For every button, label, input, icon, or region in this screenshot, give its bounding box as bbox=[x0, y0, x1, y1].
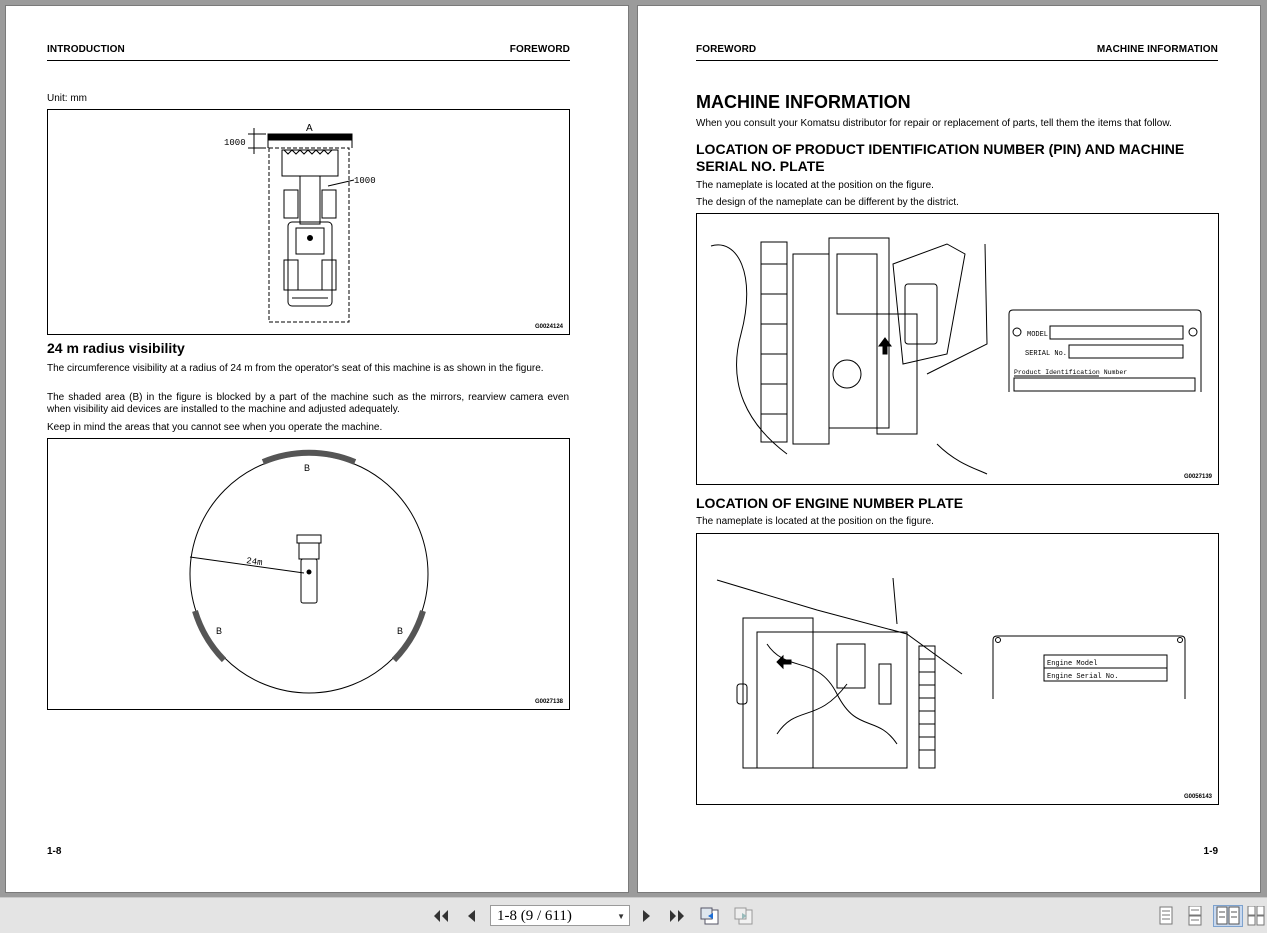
paragraph-pin-2: The design of the nameplate can be different by the district. bbox=[696, 197, 959, 208]
document-page-right bbox=[638, 6, 1260, 892]
figure-engine-plate-location bbox=[696, 533, 1219, 805]
label-b-left: B bbox=[216, 626, 223, 636]
two-page-continuous-view-icon bbox=[1247, 906, 1265, 926]
document-page-left bbox=[6, 6, 628, 892]
header-left-text: INTRODUCTION bbox=[47, 44, 125, 55]
figure-top-view-dimensions bbox=[47, 109, 570, 335]
header-right-text: MACHINE INFORMATION bbox=[1096, 44, 1218, 55]
label-b-right: B bbox=[397, 626, 404, 636]
viewer-toolbar bbox=[0, 897, 1267, 933]
continuous-view-icon bbox=[1187, 906, 1203, 926]
paragraph-visibility-3: Keep in mind the areas that you cannot see when you operate the machine. bbox=[47, 422, 383, 433]
go-forward-button[interactable] bbox=[732, 906, 756, 926]
page-header bbox=[47, 44, 570, 61]
previous-page-icon bbox=[465, 908, 477, 924]
continuous-view-button[interactable] bbox=[1185, 906, 1205, 926]
radius-label: 24m bbox=[245, 556, 264, 569]
paragraph-pin-1: The nameplate is located at the position on the figure. bbox=[696, 180, 934, 191]
header-right-text: FOREWORD bbox=[509, 44, 570, 55]
paragraph-visibility-1: The circumference visibility at a radius of 24 m from the operator's seat of this machine is as shown in the figure. bbox=[47, 363, 544, 374]
plate-engine-serial-label: Engine Serial No. bbox=[1047, 673, 1119, 681]
last-page-icon bbox=[668, 908, 686, 924]
page-number: 1-8 bbox=[47, 846, 62, 857]
figure-code: G0056143 bbox=[1183, 794, 1212, 800]
single-page-view-icon bbox=[1158, 906, 1174, 926]
figure-24m-radius bbox=[47, 438, 570, 710]
figure-code: G0024124 bbox=[534, 324, 563, 330]
first-page-icon bbox=[432, 908, 450, 924]
plate-serial-label: SERIAL No. bbox=[1025, 350, 1068, 358]
label-a: A bbox=[306, 123, 313, 134]
next-page-icon bbox=[641, 908, 653, 924]
header-left-text: FOREWORD bbox=[696, 44, 757, 55]
plate-pin-label: Product Identification Number bbox=[1014, 369, 1128, 376]
dimension-label-top: 1000 bbox=[224, 138, 246, 148]
figure-code: G0027138 bbox=[534, 699, 563, 705]
go-back-button[interactable] bbox=[698, 906, 722, 926]
section-title-engine-plate: LOCATION OF ENGINE NUMBER PLATE bbox=[696, 495, 964, 511]
chevron-down-icon: ▼ bbox=[617, 912, 625, 921]
unit-label: Unit: mm bbox=[47, 93, 87, 104]
first-page-button[interactable] bbox=[430, 906, 452, 926]
figure-code: G0027139 bbox=[1183, 474, 1212, 480]
page-title: MACHINE INFORMATION bbox=[696, 92, 911, 112]
last-page-button[interactable] bbox=[666, 906, 688, 926]
two-page-continuous-view-button[interactable] bbox=[1246, 906, 1266, 926]
dimension-label-side: 1000 bbox=[354, 176, 376, 186]
figure-pin-plate-location bbox=[696, 213, 1219, 485]
page-indicator: 1-8 (9 / 611) bbox=[497, 908, 572, 924]
two-page-view-button[interactable] bbox=[1214, 906, 1242, 926]
go-back-icon bbox=[699, 906, 721, 926]
page-select-dropdown[interactable] bbox=[490, 905, 630, 926]
next-page-button[interactable] bbox=[638, 906, 656, 926]
page-number: 1-9 bbox=[1203, 846, 1218, 857]
page-header bbox=[696, 44, 1218, 61]
intro-paragraph: When you consult your Komatsu distributor for repair or replacement of parts, tell them the items that follow. bbox=[696, 118, 1172, 129]
go-forward-icon bbox=[733, 906, 755, 926]
plate-model-label: MODEL bbox=[1027, 331, 1049, 339]
paragraph-visibility-2: The shaded area (B) in the figure is blocked by a part of the machine such as the mirrors, rearview camera even when visibility aid devices are installed to the machine and adjusted adequately. bbox=[47, 392, 569, 415]
two-page-view-icon bbox=[1216, 906, 1240, 926]
section-title-pin-plate: LOCATION OF PRODUCT IDENTIFICATION NUMBER (PIN) AND MACHINE SERIAL NO. PLATE bbox=[696, 141, 1185, 174]
previous-page-button[interactable] bbox=[462, 906, 480, 926]
label-b-top: B bbox=[304, 463, 311, 473]
single-page-view-button[interactable] bbox=[1156, 906, 1176, 926]
paragraph-engine-1: The nameplate is located at the position on the figure. bbox=[696, 516, 934, 527]
plate-engine-model-label: Engine Model bbox=[1047, 660, 1098, 668]
section-title-visibility: 24 m radius visibility bbox=[47, 340, 185, 356]
